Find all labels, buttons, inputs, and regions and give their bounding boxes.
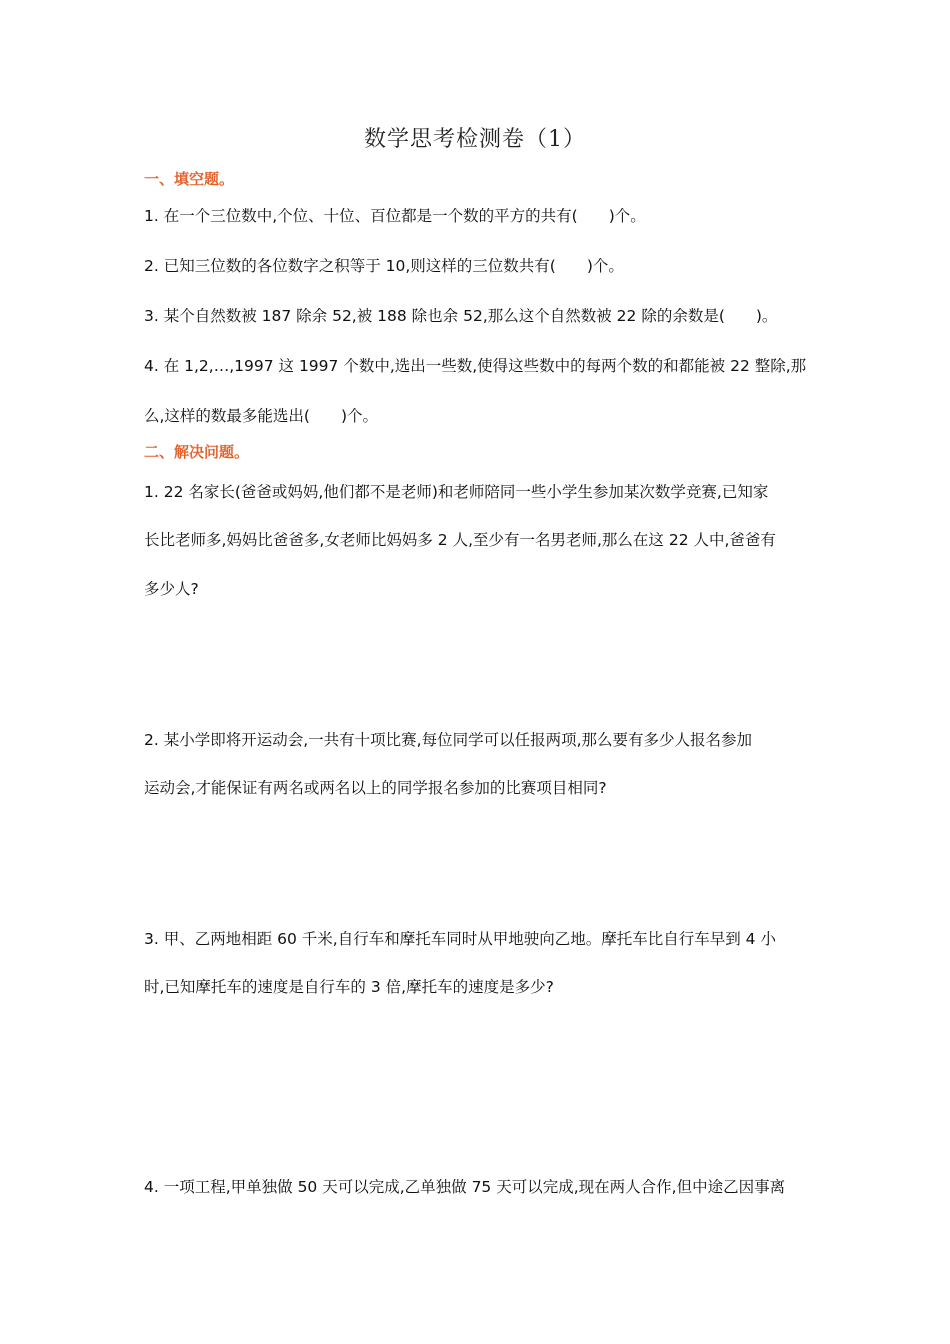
- question-line: 2. 某小学即将开运动会,一共有十项比赛,每位同学可以任报两项,那么要有多少人报名参加: [144, 731, 752, 749]
- question-line: 1. 22 名家长(爸爸或妈妈,他们都不是老师)和老师陪同一些小学生参加某次数学竞赛,已知家: [144, 483, 769, 501]
- question-line: 时,已知摩托车的速度是自行车的 3 倍,摩托车的速度是多少?: [144, 978, 554, 996]
- question-line: 3. 某个自然数被 187 除余 52,被 188 除也余 52,那么这个自然数被 22 除的余数是( )。: [144, 307, 778, 325]
- question-line: 1. 在一个三位数中,个位、十位、百位都是一个数的平方的共有( )个。: [144, 207, 646, 225]
- section-heading-problems: 二、解决问题。: [144, 443, 250, 461]
- question-line: 2. 已知三位数的各位数字之积等于 10,则这样的三位数共有( )个。: [144, 257, 624, 275]
- page-title: 数学思考检测卷（1）: [364, 127, 586, 152]
- question-line: 运动会,才能保证有两名或两名以上的同学报名参加的比赛项目相同?: [144, 779, 607, 797]
- question-line: 多少人?: [144, 580, 199, 598]
- question-line: 长比老师多,妈妈比爸爸多,女老师比妈妈多 2 人,至少有一名男老师,那么在这 22 人中,爸爸有: [144, 531, 776, 549]
- question-line: 3. 甲、乙两地相距 60 千米,自行车和摩托车同时从甲地驶向乙地。摩托车比自行车早到 4 小: [144, 930, 776, 948]
- section-heading-fill-in: 一、填空题。: [144, 170, 235, 188]
- question-line: 4. 一项工程,甲单独做 50 天可以完成,乙单独做 75 天可以完成,现在两人合作,但中途乙因事离: [144, 1178, 786, 1196]
- question-line: 么,这样的数最多能选出( )个。: [144, 407, 379, 425]
- question-line: 4. 在 1,2,…,1997 这 1997 个数中,选出一些数,使得这些数中的每两个数的和都能被 22 整除,那: [144, 357, 807, 375]
